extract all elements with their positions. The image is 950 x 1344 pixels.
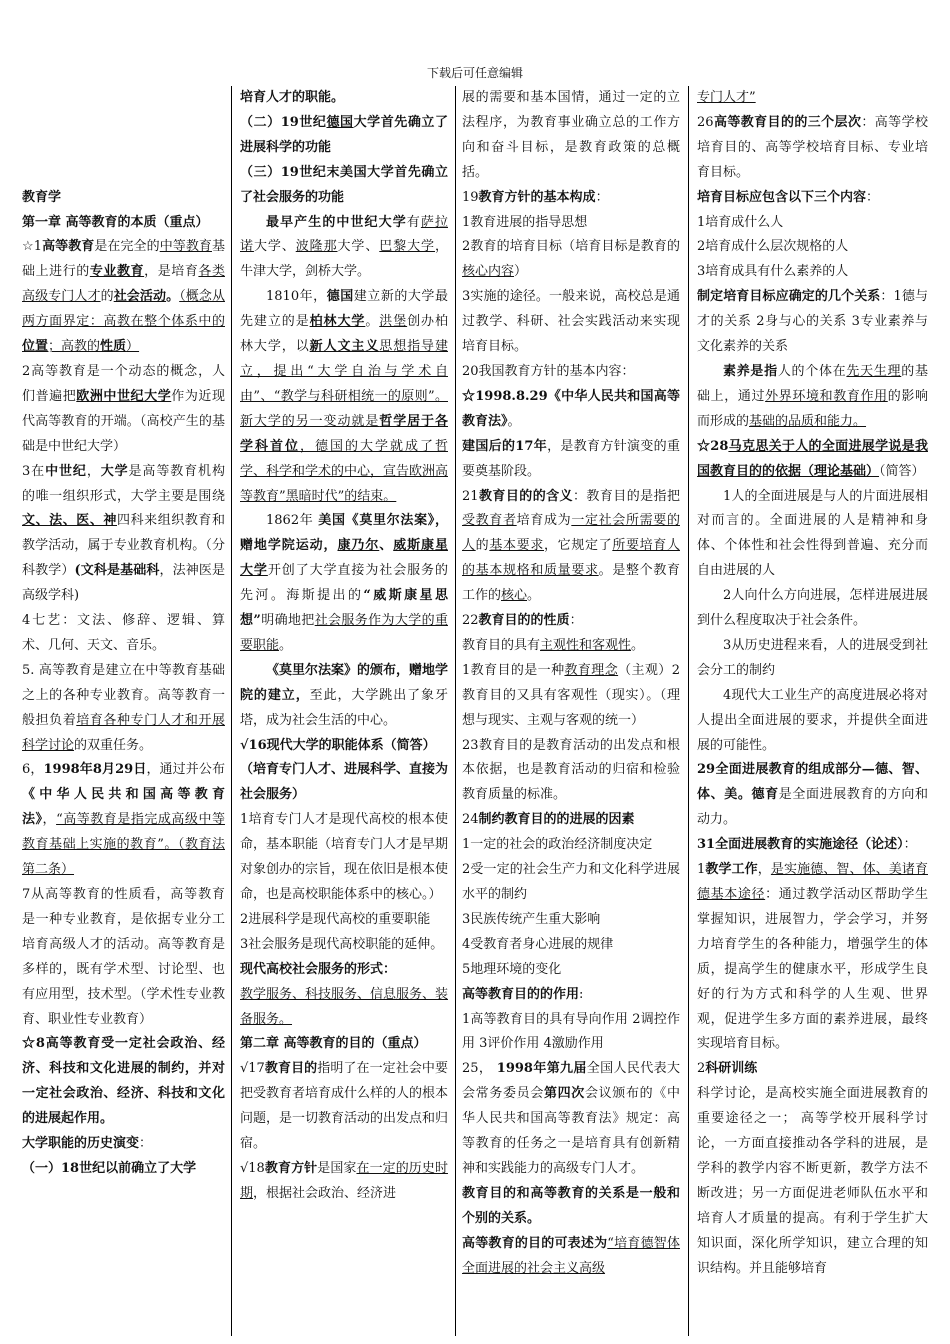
paragraph: 3民族传统产生重大影响 — [462, 911, 601, 927]
column-2 — [240, 86, 448, 1336]
paragraph: 3从历史进程来看，人的进展受到社会分工的制约 — [697, 637, 928, 678]
paragraph: 19教育方针的基本构成： — [462, 189, 609, 205]
paragraph: 23教育目的是教育活动的出发点和根本依据，也是教育活动的归宿和检验教育质量的标准。 — [462, 737, 680, 803]
paragraph: 第二章 高等教育的目的（重点） — [240, 1036, 427, 1052]
paragraph: √16现代大学的职能体系（简答） — [240, 737, 436, 753]
paragraph: 3在中世纪，大学是高等教育机构的唯一组织形式，大学主要是围绕文、法、医、神四科来组织教育和教学活动，属于专业教育机构。（分科教学）(文科是基础科，法神医是高级学科) — [22, 463, 225, 604]
paragraph: 21教育目的的含义：教育目的是指把受教育者培育成为一定社会所需要的人的基本要求，它规定了所要培育人的基本规格和质量要求。是整个教育工作的核心。 — [462, 488, 680, 604]
paragraph: √18教育方针是国家在一定的历史时期，根据社会政治、经济进 — [240, 1160, 448, 1201]
paragraph: 3实施的途径。一般来说，高校总是通过教学、科研、社会实践活动来实现培育目标。 — [462, 289, 680, 355]
paragraph: 1862年 美国《莫里尔法案》，赠地学院运动，康乃尔、威斯康星大学开创了大学直接为社会服务的先河。海斯提出的“威斯康星思想”明确地把社会服务作为大学的重要职能。 — [240, 513, 448, 653]
paragraph: 2人向什么方向进展，怎样进展进展到什么程度取决于社会条件。 — [697, 588, 928, 629]
paragraph: 5地理环境的变化 — [462, 961, 562, 977]
paragraph: ☆28马克思关于人的全面进展学说是我国教育目的的依据（理论基础）（简答） — [697, 438, 928, 479]
paragraph: 20我国教育方针的基本内容： — [462, 363, 635, 379]
column-4 — [697, 86, 928, 1336]
paragraph: 素养是指人的个体在先天生理的基础上，通过外界环境和教育作用的影响而形成的基础的品质和能力。 — [697, 363, 928, 429]
paragraph: 培育人才的职能。 — [240, 90, 345, 105]
column-divider — [455, 86, 456, 1336]
paragraph: 1一定的社会的政治经济制度决定 — [462, 837, 653, 853]
column-1 — [22, 86, 225, 1336]
paragraph: 4现代大工业生产的高度进展必将对人提出全面进展的要求，并提供全面进展的可能性。 — [697, 687, 928, 753]
paragraph: 教育目的具有主观性和客观性。 — [462, 637, 645, 653]
paragraph: （三）19世纪末美国大学首先确立了社会服务的功能 — [240, 164, 448, 205]
paragraph: 科学讨论，是高校实施全面进展教育的重要途径之一； 高等学校开展科学讨论，一方面直接推动各学科的进展，是学科的教学内容不断更新，教学方法不断改进；另一方面促进老师队伍水平和培育人才质量的提高。有利于学生扩大知识面，深化所学知识，建立合理的知识结构。并且能够培育 — [697, 1086, 928, 1276]
paragraph: 1培育成什么人 — [697, 214, 784, 230]
paragraph: 25， 1998年第九届全国人民代表大会常务委员会第四次会议颁布的《中华人民共和国高等教育法》规定：高等教育的任务之一是培育具有创新精神和实践能力的高级专门人才。 — [462, 1061, 680, 1176]
paragraph: 3社会服务是现代高校职能的延伸。 — [240, 936, 444, 952]
paragraph: 1高等教育目的具有导向作用 2调控作用 3评价作用 4激励作用 — [462, 1011, 680, 1052]
paragraph: 2高等教育是一个动态的概念，人们普遍把欧洲中世纪大学作为近现代高等教育的开端。（高校产生的基础是中世纪大学） — [22, 363, 225, 454]
paragraph — [22, 136, 225, 161]
paragraph: 2培育成什么层次规格的人 — [697, 239, 849, 255]
paragraph: ☆1998.8.29《中华人民共和国高等教育法》。 — [462, 388, 680, 429]
paragraph: 3培育成具有什么素养的人 — [697, 264, 849, 280]
paragraph: 高等教育目的的作用: — [462, 986, 584, 1002]
paragraph: 大学职能的历史演变： — [22, 1136, 153, 1152]
paragraph: 教育学 — [22, 189, 62, 205]
paragraph: 制定培育目标应确定的几个关系：1德与才的关系 2身与心的关系 3专业素养与文化素养的关系 — [697, 289, 928, 355]
paragraph: 现代高校社会服务的形式： — [240, 961, 397, 977]
paragraph: 第一章 高等教育的本质（重点） — [22, 214, 209, 230]
paragraph: 1810年，德国建立新的大学最先建立的是柏林大学。洪堡创办柏林大学，以新人文主义思想指导建立，提出“大学自治与学术自由”、“教学与科研相统一的原则”。新大学的另一变动就是哲学居于各学科首位，德国的大学就成了哲学、科学和学术的中心，宣告欧洲高等教育”黑暗时代”的结束。 — [240, 289, 448, 504]
paragraph: 24制约教育目的的进展的因素 — [462, 812, 635, 828]
paragraph: （培育专门人才、进展科学、直接为社会服务） — [240, 762, 448, 803]
paragraph: ☆8高等教育受一定社会政治、经济、科技和文化进展的制约，并对一定社会政治、经济、科技和文化的进展起作用。 — [22, 1036, 225, 1127]
page-header: 下载后可任意编辑 — [426, 66, 523, 80]
paragraph: √17教育目的指明了在一定社会中要把受教育者培育成什么样的人的根本问题，是一切教育活动的出发点和归宿。 — [240, 1061, 448, 1152]
paragraph: 1培育专门人才是现代高校的根本使命，基本职能（培育专门人才是早期对象创办的宗旨，现在依旧是根本使命，也是高校职能体系中的核心。） — [240, 812, 448, 902]
paragraph: 22教育目的的性质： — [462, 613, 583, 629]
paragraph: 《莫里尔法案》的颁布，赠地学院的建立，至此，大学跳出了象牙塔，成为社会生活的中心。 — [240, 662, 448, 728]
paragraph: 1教育进展的指导思想 — [462, 214, 588, 230]
paragraph: 7从高等教育的性质看，高等教育是一种专业教育，是依据专业分工培育高级人才的活动。高等教育是多样的，既有学术型、讨论型、也有应用型，技术型。（学术性专业教育、职业性专业教育） — [22, 887, 225, 1027]
paragraph: 展的需要和基本国情，通过一定的立法程序，为教育事业确立总的工作方向和奋斗目标，是教育政策的总概括。 — [462, 90, 680, 180]
paragraph: 31全面进展教育的实施途径（论述）： — [697, 837, 917, 853]
paragraph: 专门人才” — [697, 90, 756, 105]
paragraph: 教育目的和高等教育的关系是一般和个别的关系。 — [462, 1185, 680, 1226]
paragraph: 教学服务、科技服务、信息服务、装备服务。 — [240, 986, 448, 1027]
paragraph: 1教育目的是一种教育理念（主观）2教育目的又具有客观性（现实）。（理想与现实、主观与客观的统一） — [462, 662, 680, 728]
paragraph: 29全面进展教育的组成部分—德、智、体、美。德育是全面进展教育的方向和动力。 — [697, 762, 928, 828]
paragraph: 高等教育的目的可表述为“培育德智体全面进展的社会主义高级 — [462, 1235, 680, 1276]
column-divider — [688, 86, 689, 1336]
paragraph: 2进展科学是现代高校的重要职能 — [240, 911, 431, 927]
paragraph: 4受教育者身心进展的规律 — [462, 936, 614, 952]
paragraph: 培育目标应包含以下三个内容： — [697, 189, 880, 205]
paragraph: 1教学工作，是实施德、智、体、美诸育德基本途径：通过教学活动区帮助学生掌握知识，进展智力，学会学习，并努力培育学生的各种能力，增强学生的体质，提高学生的健康水平，形成学生良好的行为方式和科学的人生观、世界观，促进学生多方面的素养进展，最终实现培育目标。 — [697, 862, 928, 1052]
paragraph: 5. 高等教育是建立在中等教育基础之上的各种专业教育。高等教育一般担负着培育各种专门人才和开展科学讨论的双重任务。 — [22, 662, 225, 753]
paragraph: （一）18世纪以前确立了大学 — [22, 1160, 197, 1176]
paragraph — [22, 161, 225, 186]
paragraph: ☆1高等教育是在完全的中等教育基础上进行的专业教育，是培育各类高级专门人才的社会活动。（概念从两方面界定：高教在整个体系中的位置；高教的性质） — [22, 239, 225, 355]
paragraph: 建国后的17年，是教育方针演变的重要奠基阶段。 — [462, 438, 680, 479]
paragraph: 2受一定的社会生产力和文化科学进展水平的制约 — [462, 862, 680, 902]
paragraph — [22, 86, 225, 111]
paragraph — [22, 111, 225, 136]
paragraph: 2教育的培育目标（培育目标是教育的核心内容） — [462, 239, 680, 280]
paragraph: （二）19世纪德国大学首先确立了进展科学的功能 — [240, 114, 448, 155]
paragraph: 4七艺：文法、修辞、逻辑、算术、几何、天文、音乐。 — [22, 613, 225, 653]
column-divider — [231, 86, 232, 1336]
paragraph: 6，1998年8月29日，通过并公布《中华人民共和国高等教育法》，“高等教育是指完成高级中等教育基础上实施的教育”。（教育法第二条） — [22, 762, 225, 878]
paragraph: 2科研训练 — [697, 1061, 758, 1077]
column-3 — [462, 86, 680, 1336]
paragraph: 1人的全面进展是与人的片面进展相对而言的。全面进展的人是精神和身体、个体性和社会性得到普遍、充分而自由进展的人 — [697, 488, 928, 579]
paragraph: 最早产生的中世纪大学有萨拉诺大学、波隆那大学、巴黎大学，牛津大学，剑桥大学。 — [240, 214, 448, 280]
paragraph: 26高等教育目的的三个层次：高等学校培育目的、高等学校培育目标、专业培育目标。 — [697, 114, 928, 180]
